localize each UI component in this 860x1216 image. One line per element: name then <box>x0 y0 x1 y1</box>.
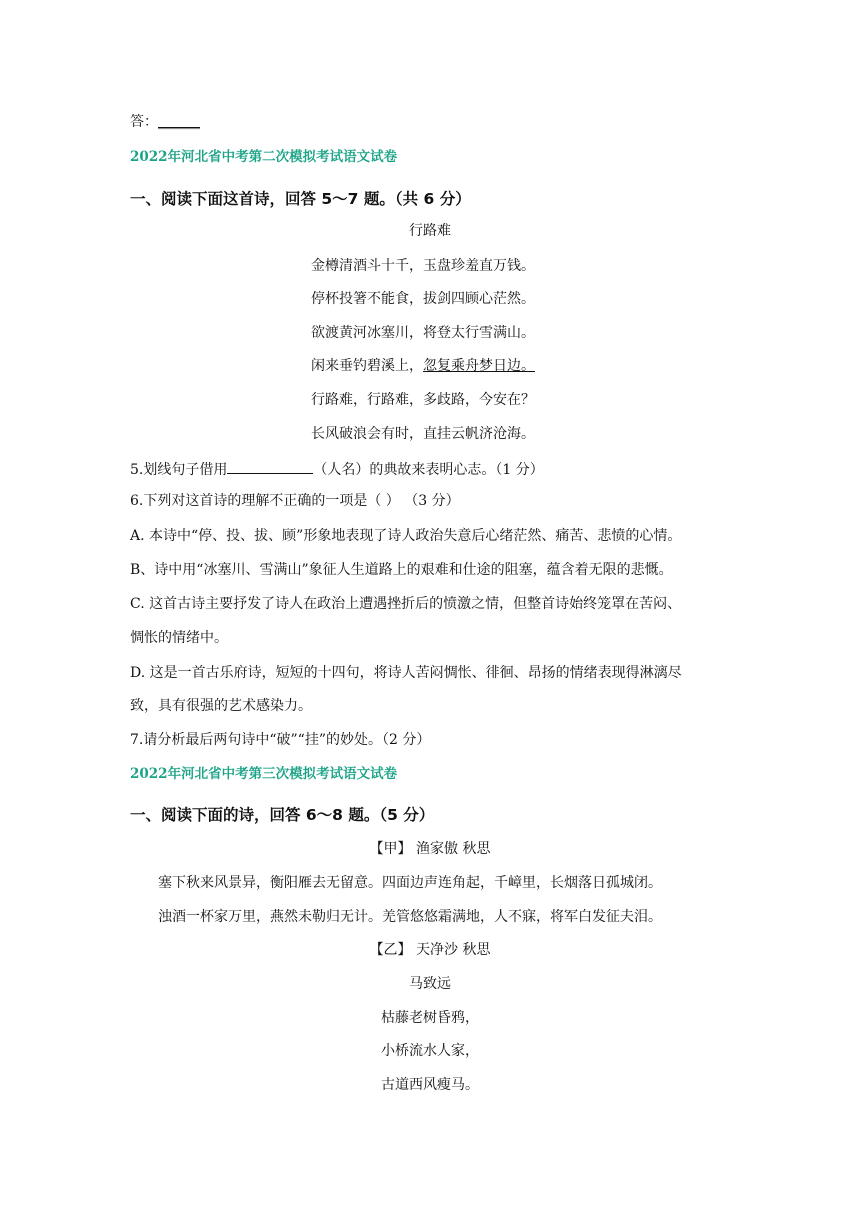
question-5-blank <box>227 459 313 474</box>
poem-line-5: 行路难，行路难，多歧路，今安在？ <box>311 392 535 408</box>
poem-line-3: 欲渡黄河冰塞川，将登太行雪满山。 <box>311 325 535 341</box>
question-6: 6.下列对这首诗的理解不正确的一项是（ ） （3 分） <box>130 493 460 509</box>
poem-line-4-plain: 闲来垂钓碧溪上， <box>311 358 423 374</box>
option-d-line-1: D. 这是一首古乐府诗，短短的十四句，将诗人苦闷惆怅、徘徊、昂扬的情绪表现得淋漓尽 <box>130 665 682 681</box>
option-c-line-2: 惆怅的情绪中。 <box>130 630 228 646</box>
poem-yi-line-3: 古道西风瘦马。 <box>381 1077 479 1093</box>
poem-yi-line-2: 小桥流水人家， <box>381 1043 479 1059</box>
option-c-line-1: C. 这首古诗主要抒发了诗人在政治上遭遇挫折后的愤激之情，但整首诗始终笼罩在苦闷、 <box>130 596 682 612</box>
poem-jia-line-1: 塞下秋来风景异，衡阳雁去无留意。四面边声连角起，千嶂里，长烟落日孤城闭。 <box>158 875 662 891</box>
question-7: 7.请分析最后两句诗中“破”“挂”的妙处。（2 分） <box>130 732 431 748</box>
option-a: A. 本诗中“停、投、拔、顾”形象地表现了诗人政治失意后心绪茫然、痛苦、悲愤的心情。 <box>130 528 682 544</box>
exam2-title: 2022年河北省中考第二次模拟考试语文试卷 <box>130 149 398 165</box>
question-5-prefix: 5.划线句子借用 <box>130 462 228 478</box>
poem-line-4 <box>311 357 535 375</box>
exam3-title: 2022年河北省中考第三次模拟考试语文试卷 <box>130 766 398 782</box>
answer-line <box>130 113 200 131</box>
poem-yi-title: 【乙】 天净沙 秋思 <box>369 942 491 958</box>
poem-yi-author: 马致远 <box>409 976 451 992</box>
exam2-section-heading: 一、阅读下面这首诗，回答 5～7 题。（共 6 分） <box>130 190 471 208</box>
option-d-line-2: 致，具有很强的艺术感染力。 <box>130 698 312 714</box>
answer-label: 答： <box>130 114 158 130</box>
poem-jia-line-2: 浊酒一杯家万里，燕然未勒归无计。羌管悠悠霜满地，人不寐，将军白发征夫泪。 <box>158 909 662 925</box>
poem-line-6: 长风破浪会有时，直挂云帆济沧海。 <box>311 426 535 442</box>
poem-yi-line-1: 枯藤老树昏鸦， <box>381 1010 479 1026</box>
answer-blank: ______ <box>158 114 200 130</box>
question-5 <box>130 459 544 479</box>
poem-line-2: 停杯投箸不能食，拔剑四顾心茫然。 <box>311 291 535 307</box>
option-b: B、诗中用“冰塞川、雪满山”象征人生道路上的艰难和仕途的阻塞，蕴含着无限的悲慨。 <box>130 562 673 578</box>
question-5-suffix: （人名）的典故来表明心志。（1 分） <box>313 462 544 478</box>
poem-line-1: 金樽清酒斗十千，玉盘珍羞直万钱。 <box>311 258 535 274</box>
poem-line-4-underlined: 忽复乘舟梦日边。 <box>423 358 535 374</box>
poem-jia-title: 【甲】 渔家傲 秋思 <box>369 841 491 857</box>
exam3-section-heading: 一、阅读下面的诗，回答 6～8 题。（5 分） <box>130 806 435 824</box>
poem-title: 行路难 <box>409 223 451 239</box>
